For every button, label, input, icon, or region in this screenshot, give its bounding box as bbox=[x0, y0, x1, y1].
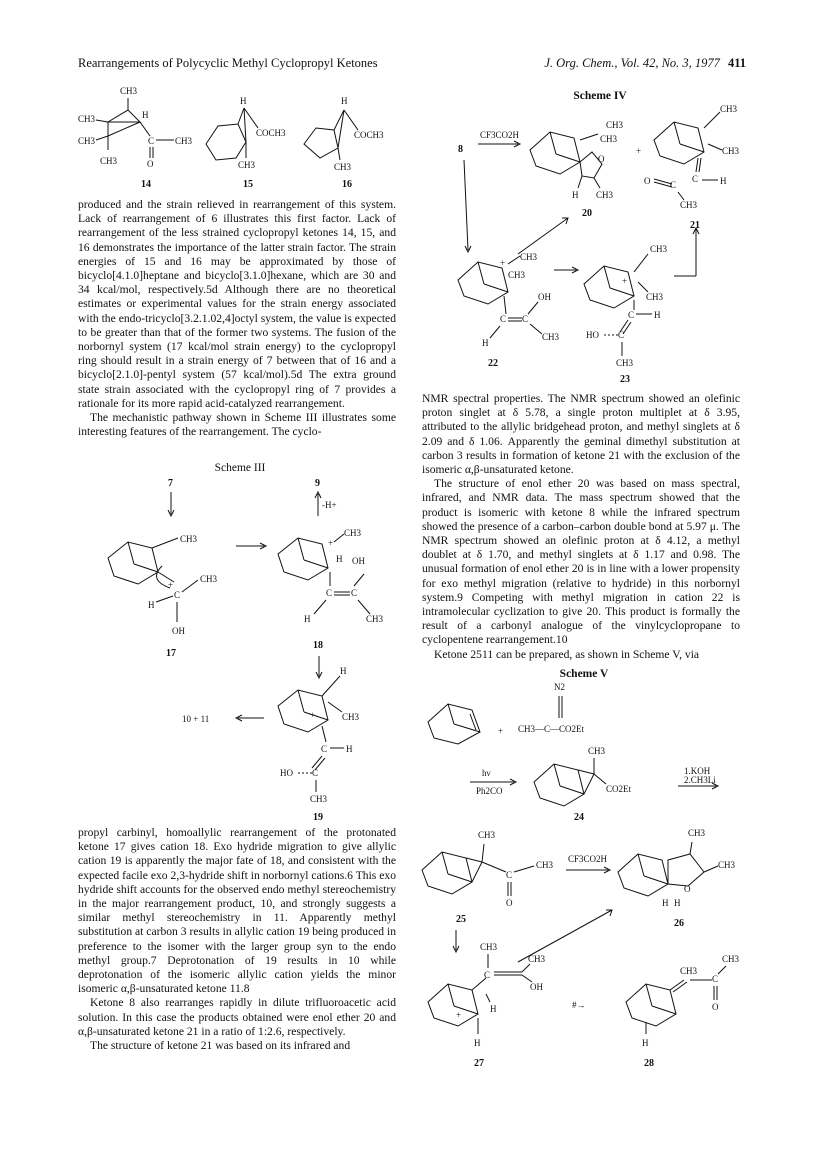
label-plus: + bbox=[328, 538, 334, 548]
label-ch3: CH3 bbox=[536, 860, 554, 870]
label-ch3: CH3 bbox=[680, 966, 698, 976]
compound-number-16: 16 bbox=[342, 179, 352, 190]
compound-number-28: 28 bbox=[644, 1058, 654, 1069]
label-ch3: CH3 bbox=[200, 574, 218, 584]
label-ch3: CH3 bbox=[722, 954, 740, 964]
label-c: C bbox=[321, 744, 328, 754]
label-h: H bbox=[654, 310, 661, 320]
label-ch3: CH3 bbox=[120, 86, 138, 96]
label-plus: + bbox=[500, 258, 506, 268]
compound-number-19: 19 bbox=[313, 812, 323, 823]
label-ch3: CH3 bbox=[478, 830, 496, 840]
scheme-iii-title: Scheme III bbox=[214, 462, 266, 474]
label-c: C bbox=[484, 970, 491, 980]
label-o: O bbox=[644, 176, 651, 186]
label-c: C bbox=[326, 588, 333, 598]
compound-number-7: 7 bbox=[168, 478, 173, 489]
label-c: C bbox=[618, 330, 625, 340]
label-c: C bbox=[174, 590, 181, 600]
label-ch3: CH3 bbox=[508, 270, 526, 280]
label-c: C bbox=[312, 768, 319, 778]
compound-number-18: 18 bbox=[313, 640, 323, 651]
paragraph: produced and the strain relieved in rearrangement of this system. Lack of rearrangement of 6 illustrates this first factor. Lack of rearrangement of the less strained cyclopropyl ketones 14, 15, and 16 demonstrates the importance of the latter strain factor. The strain energies of 15 and 16 may be approximated by those of bicyclo[4.1.0]heptane and bicyclo[3.1.0]hexane, which are 30 and 34 kcal/mol, respectively.5d Although there are no theoretical estimates or experimental values for the strain energy associated with the endo-tricyclo[3.2.1.02,4]octyl system, the value is expected to be greater than that of the former two systems. The fusion of the norbornyl system (17 kcal/mol strain energy) to the cyclopropyl ring should result in a strain energy of 7 between that of 16 and a bicyclo[2.1.0]-pentyl system (57 kcal/mol).5d The extra ground state strain associated with the cyclopropyl ring of 7 provides a rationale for its more rapid acid-catalyzed rearrangement. bbox=[78, 198, 396, 410]
label-ch3: CH3 bbox=[720, 104, 738, 114]
label-plus: + bbox=[456, 1010, 462, 1020]
label-ch3: CH3 bbox=[680, 200, 698, 210]
running-header: Rearrangements of Polycyclic Methyl Cyclopropyl Ketones bbox=[78, 56, 378, 70]
label-plus: + bbox=[310, 710, 316, 720]
label-minus-h: -H+ bbox=[322, 500, 337, 510]
label-ch3: CH3 bbox=[688, 828, 706, 838]
paragraph: The structure of enol ether 20 was based on mass spectral, infrared, and NMR data. The mass spectrum showed that the product is isomeric with ketone 8 while the infrared spectrum showed the presence of a carbon–carbon double bond at 5.97 μ. The NMR spectrum showed an olefinic proton at δ 4.12, a methyl doublet at δ 1.70, and methyl singlets at δ 1.17 and 0.98. The unusual formation of enol ether 20 is in line with a lower propensity for exo methyl migration (relative to hydride) in this norbornyl system.9 Competing with methyl migration in cation 22 is intramolecular cyclization to give 20. This product is formally the result of a carbonyl analogue of the vinylcyclopropane to cyclopentene rearrangement.10 bbox=[422, 477, 740, 647]
compound-number-24: 24 bbox=[574, 812, 584, 823]
compound-number-26: 26 bbox=[674, 918, 684, 929]
scheme-v bbox=[422, 682, 752, 1072]
compound-number-20: 20 bbox=[582, 208, 592, 219]
label-h: H bbox=[341, 96, 348, 106]
label-c: C bbox=[506, 870, 513, 880]
label-o: O bbox=[598, 154, 605, 164]
compound-number-23: 23 bbox=[620, 374, 630, 385]
label-c: C bbox=[522, 314, 529, 324]
reagent-label: CF3CO2H bbox=[480, 130, 520, 140]
label-c: C bbox=[692, 174, 699, 184]
label-coch3: COCH3 bbox=[256, 128, 286, 138]
label-h: H bbox=[142, 110, 149, 120]
label-ch3: CH3 bbox=[616, 358, 634, 368]
label-plus: + bbox=[622, 276, 628, 286]
label-ch3: CH3 bbox=[646, 292, 664, 302]
paragraph: NMR spectral properties. The NMR spectrum showed an olefinic proton singlet at δ 5.78, a single proton multiplet at δ 3.95, attributed to the allylic bridgehead proton, and methyl singlets at δ 2.09 and δ 1.06. Apparently the geminal dimethyl substitution at carbon 3 results in formation of ketone 21 with the exclusion of the isomeric α,β-unsaturated ketone. bbox=[422, 392, 740, 477]
label-h: H bbox=[662, 898, 669, 908]
label-ho: HO bbox=[586, 330, 599, 340]
compound-number-15: 15 bbox=[243, 179, 253, 190]
label-ch3: CH3 bbox=[650, 244, 668, 254]
scheme-v-title: Scheme V bbox=[559, 668, 609, 680]
label-ho: HO bbox=[280, 768, 293, 778]
label-oh: OH bbox=[530, 982, 543, 992]
paragraph: The structure of ketone 21 was based on its infrared and bbox=[90, 1039, 351, 1053]
label-o: O bbox=[506, 898, 513, 908]
label-ch3: CH3 bbox=[718, 860, 736, 870]
label-h: H bbox=[642, 1038, 649, 1048]
compound-number-27: 27 bbox=[474, 1058, 484, 1069]
diazo-ester: CH3—C—CO2Et bbox=[518, 724, 585, 734]
label-ch3: CH3 bbox=[588, 746, 606, 756]
journal-name: J. Org. Chem., Vol. 42, No. 3, 1977 bbox=[544, 56, 720, 70]
label-c: C bbox=[351, 588, 358, 598]
label-ch3: CH3 bbox=[722, 146, 740, 156]
paragraph: propyl carbinyl, homoallylic rearrangement of the protonated ketone 17 gives cation 18. Exo hydride migration to give allylic cation 19 is apparently the major fate of 18, and consistent with the expected facile exo 2,3-hydride shift in norbornyl cations.6 This exo hydride shift accounts for the observed endo methyl stereochemistry in the major rearrangement product, 10, and strongly suggests a similar methyl stereochemistry in 11. Apparently methyl substitution at carbon 3 results in allylic cation 19 being produced in preference to the isomer with the larger group syn to the endo methyl group.7 Deprotonation of 19 results in 10 while deprotonation of the isomeric allylic cation yields the minor isomeric α,β-unsaturated ketone 11.8 bbox=[78, 826, 396, 996]
paragraph: Ketone 2511 can be prepared, as shown in Scheme V, via bbox=[434, 647, 700, 661]
label-plus: + bbox=[498, 726, 504, 736]
label-h: H bbox=[148, 600, 155, 610]
paragraph: Ketone 8 also rearranges rapidly in dilute trifluoroacetic acid solution. In this case the products obtained were enol ether 20 and α,β-unsaturated ketone 21 in a ratio of 1:2.6, respectively. bbox=[78, 996, 396, 1038]
label-oh: OH bbox=[352, 556, 365, 566]
label-ch3: CH3 bbox=[606, 120, 624, 130]
reagent-label: CF3CO2H bbox=[568, 854, 608, 864]
label-c: C bbox=[712, 974, 719, 984]
compound-number-22: 22 bbox=[488, 358, 498, 369]
label-ch3: CH3 bbox=[366, 614, 384, 624]
label-ch3: CH3 bbox=[310, 794, 328, 804]
label-ch3: CH3 bbox=[334, 162, 352, 172]
page-number: 411 bbox=[727, 56, 746, 70]
label-ch3: CH3 bbox=[344, 528, 362, 538]
left-column-text-top bbox=[78, 198, 396, 439]
label-h: H bbox=[346, 744, 353, 754]
blocked-arrow: #→ bbox=[572, 1000, 586, 1010]
label-ch3: CH3 bbox=[542, 332, 560, 342]
label-h: H bbox=[240, 96, 247, 106]
label-c: C bbox=[670, 180, 677, 190]
label-plus: + bbox=[168, 580, 174, 590]
label-coch3: COCH3 bbox=[354, 130, 384, 140]
label-ch3: CH3 bbox=[480, 942, 498, 952]
right-column-text bbox=[422, 392, 740, 662]
label-plus: + bbox=[636, 146, 642, 156]
compound-number-21: 21 bbox=[690, 220, 700, 231]
label-c: C bbox=[628, 310, 635, 320]
compound-number-9: 9 bbox=[315, 478, 320, 489]
label-ch3: CH3 bbox=[238, 160, 256, 170]
label-c: C bbox=[500, 314, 507, 324]
label-ch3: CH3 bbox=[520, 252, 538, 262]
label-h: H bbox=[304, 614, 311, 624]
scheme-iii bbox=[78, 476, 398, 806]
label-h: H bbox=[474, 1038, 481, 1048]
label-o: O bbox=[712, 1002, 719, 1012]
label-co2et: CO2Et bbox=[606, 784, 632, 794]
label-oh: OH bbox=[172, 626, 185, 636]
label-h: H bbox=[490, 1004, 497, 1014]
label-o: O bbox=[684, 884, 691, 894]
left-column-text-bottom bbox=[78, 826, 396, 1053]
label-h: H bbox=[674, 898, 681, 908]
label-ch3: CH3 bbox=[596, 190, 614, 200]
label-o: O bbox=[147, 159, 154, 169]
label-ch3: CH3 bbox=[180, 534, 198, 544]
products-10-11: 10 + 11 bbox=[182, 714, 210, 724]
label-ch3: CH3 bbox=[78, 114, 96, 124]
label-h: H bbox=[340, 666, 347, 676]
scheme-iv bbox=[458, 104, 754, 384]
label-c: C bbox=[148, 136, 155, 146]
label-ch3: CH3 bbox=[100, 156, 118, 166]
scheme-iv-title: Scheme IV bbox=[573, 90, 627, 102]
label-hv: hν bbox=[482, 768, 491, 778]
label-ch3: CH3 bbox=[528, 954, 546, 964]
compound-number-25: 25 bbox=[456, 914, 466, 925]
label-ph2co: Ph2CO bbox=[476, 786, 503, 796]
label-ch3: CH3 bbox=[175, 136, 193, 146]
label-n2: N2 bbox=[554, 682, 565, 692]
label-oh: OH bbox=[538, 292, 551, 302]
compound-number-17: 17 bbox=[166, 648, 176, 659]
label-koh: 1.KOH bbox=[684, 766, 711, 776]
label-ch3li: 2.CH3Li bbox=[684, 775, 716, 785]
compound-number-8: 8 bbox=[458, 144, 463, 155]
label-h: H bbox=[720, 176, 727, 186]
journal-citation bbox=[544, 56, 746, 71]
label-ch3: CH3 bbox=[78, 136, 96, 146]
compounds-14-15-16 bbox=[78, 84, 384, 194]
label-h: H bbox=[482, 338, 489, 348]
label-ch3: CH3 bbox=[600, 134, 618, 144]
paragraph: The mechanistic pathway shown in Scheme III illustrates some interesting features of the rearrangement. The cyclo- bbox=[78, 411, 396, 439]
label-ch3: CH3 bbox=[342, 712, 360, 722]
compound-number-14: 14 bbox=[141, 179, 151, 190]
label-h: H bbox=[336, 554, 343, 564]
label-h: H bbox=[572, 190, 579, 200]
